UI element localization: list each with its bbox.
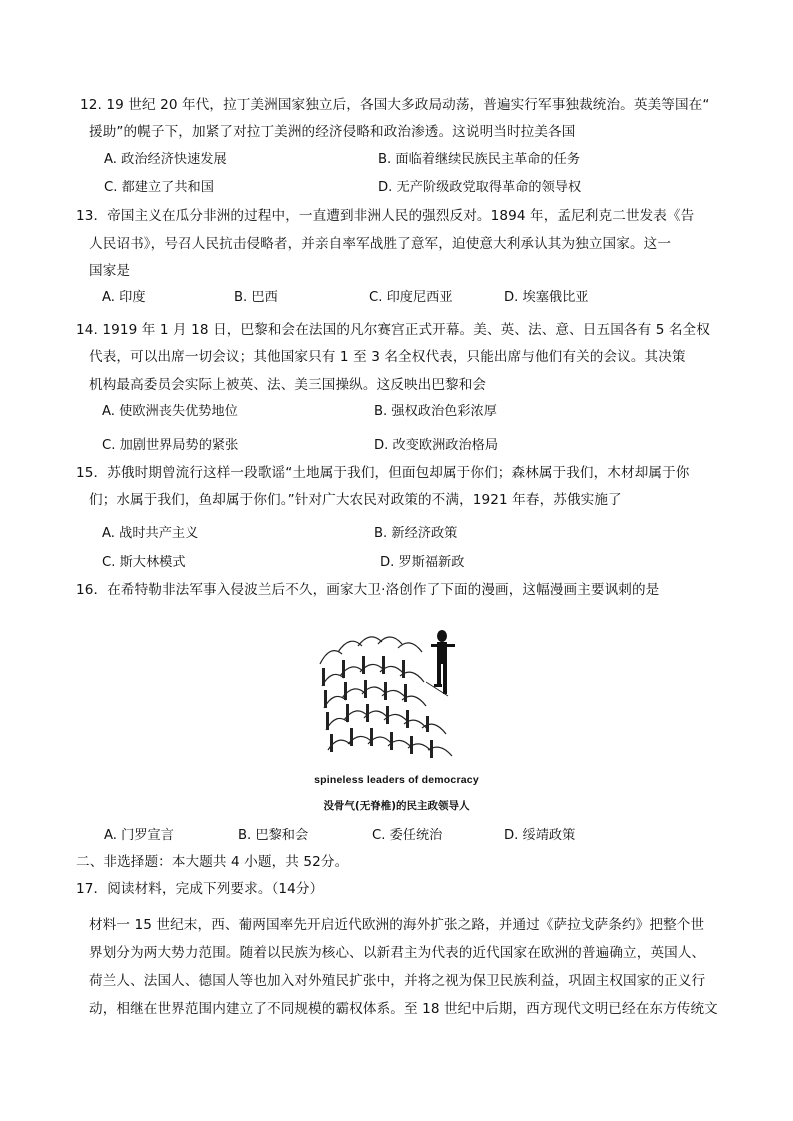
cartoon-caption-english: spineless leaders of democracy	[314, 774, 479, 786]
q17-title: 17．阅读材料，完成下列要求。（14分）	[76, 881, 324, 897]
q15-line1: 15．苏俄时期曾流行这样一段歌谣“土地属于我们，但面包却属于你们；森林属于我们，木材却属于你	[76, 465, 690, 481]
q13-line2: 人民诏书》，号召人民抗击侵略者，并亲自率军战胜了意军，迫使意大利承认其为独立国家。这一	[89, 236, 672, 252]
q13-option-c: C. 印度尼西亚	[369, 290, 453, 305]
q12-option-a: A. 政治经济快速发展	[104, 152, 227, 167]
q15-option-a: A. 战时共产主义	[102, 526, 199, 541]
cartoon-caption-chinese: 没骨气(无脊椎)的民主政领导人	[323, 800, 470, 812]
q17-material-line2: 界划分为两大势力范围。随着以民族为核心、以新君主为代表的近代国家在欧洲的普遍确立，英国人、	[89, 945, 706, 961]
q14-line3: 机构最高委员会实际上被英、法、美三国操纵。这反映出巴黎和会	[89, 377, 487, 393]
q12-option-c: C. 都建立了共和国	[104, 180, 214, 195]
q12-option-d: D. 无产阶级政党取得革命的领导权	[378, 180, 582, 195]
q14-line2: 代表，可以出席一切会议；其他国家只有 1 至 3 名全权代表，只能出席与他们有关的会议。其决策	[89, 349, 686, 365]
q13-option-b: B. 巴西	[234, 290, 278, 305]
q14-option-b: B. 强权政治色彩浓厚	[374, 404, 497, 419]
q17-material-line4: 动，相继在世界范围内建立了不同规模的霸权体系。至 18 世纪中后期，西方现代文明已经在东方传统文	[89, 1001, 718, 1017]
q13-line1: 13．帝国主义在瓜分非洲的过程中，一直遭到非洲人民的强烈反对。1894 年，孟尼利克二世发表《告	[76, 208, 695, 224]
q13-line3: 国家是	[89, 263, 131, 279]
q16-option-d: D. 绥靖政策	[504, 828, 576, 843]
q14-option-c: C. 加剧世界局势的紧张	[102, 438, 239, 453]
q15-option-b: B. 新经济政策	[374, 526, 458, 541]
q17-material-line3: 荷兰人、法国人、德国人等也加入对外殖民扩张中，并将之视为保卫民族利益，巩固主权国家的正义行	[89, 973, 706, 989]
q13-option-d: D. 埃塞俄比亚	[504, 290, 589, 305]
q14-option-d: D. 改变欧洲政治格局	[374, 438, 499, 453]
q16-line1: 16．在希特勒非法军事入侵波兰后不久，画家大卫·洛创作了下面的漫画，这幅漫画主要讽刺的是	[76, 582, 660, 598]
section-2-heading: 二、非选择题：本大题共 4 小题，共 52分。	[76, 854, 349, 870]
q12-line1: 12. 19 世纪 20 年代，拉丁美洲国家独立后，各国大多政局动荡，普遍实行军事独裁统治。英美等国在“	[80, 97, 710, 113]
cartoon-image	[318, 624, 488, 766]
q15-line2: 们；水属于我们，鱼却属于你们。”针对广大农民对政策的不满，1921 年春，苏俄实施了	[89, 492, 622, 508]
q16-option-a: A. 门罗宣言	[104, 828, 174, 843]
q12-line2: 援助”的幌子下，加紧了对拉丁美洲的经济侵略和政治渗透。这说明当时拉美各国	[89, 124, 576, 140]
q13-option-a: A. 印度	[102, 290, 146, 305]
q15-option-c: C. 斯大林模式	[102, 555, 186, 570]
q16-option-c: C. 委任统治	[372, 828, 443, 843]
q14-option-a: A. 使欧洲丧失优势地位	[102, 404, 238, 419]
q14-line1: 14. 1919 年 1 月 18 日，巴黎和会在法国的凡尔赛宫正式开幕。美、英、法、意、日五国各有 5 名全权	[76, 322, 710, 338]
q15-option-d: D. 罗斯福新政	[380, 555, 465, 570]
q16-option-b: B. 巴黎和会	[238, 828, 309, 843]
q12-option-b: B. 面临着继续民族民主革命的任务	[378, 152, 581, 167]
q17-material-line1: 材料一 15 世纪末，西、葡两国率先开启近代欧洲的海外扩张之路，并通过《萨拉戈萨条约》把整个世	[89, 917, 705, 933]
